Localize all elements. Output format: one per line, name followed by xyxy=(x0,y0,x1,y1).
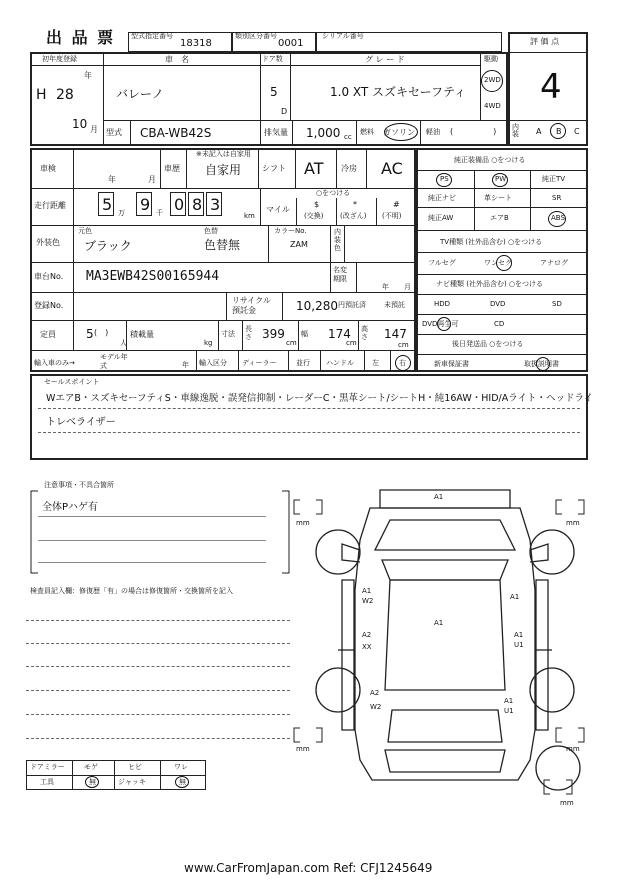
mileage-label: 走行距離 xyxy=(34,201,66,210)
month-unit: 月 xyxy=(90,125,98,134)
interior-grade-b: B xyxy=(556,127,562,136)
category-label: 類別区分番号 xyxy=(235,32,277,40)
acc-door-mirror: ドアミラー xyxy=(30,763,65,771)
equip-abs: ABS xyxy=(551,214,565,222)
length-unit: cm xyxy=(286,339,297,347)
fuel-label: 燃料 xyxy=(360,128,374,136)
name-change-label: 名変期限 xyxy=(333,266,347,283)
interior-grade-label: 内装 xyxy=(512,123,519,138)
tv-analog: アナログ xyxy=(540,259,568,267)
chassis-label: 車台No. xyxy=(34,272,64,281)
mileage-sen-unit: 千 xyxy=(156,209,163,217)
tv-oneseg-circle xyxy=(496,255,512,271)
ac-label: 冷房 xyxy=(341,164,357,173)
doors-value: 5 xyxy=(270,85,278,99)
equip-aw: 純正AW xyxy=(428,214,454,222)
notes-text: 全体Pハゲ有 xyxy=(42,502,99,513)
damage-mark-right-fender: A1 xyxy=(510,593,520,601)
equip-tv: 純正TV xyxy=(542,175,566,183)
grade-value: 1.0 XT スズキセーフティ xyxy=(330,85,467,99)
length-value: 399 xyxy=(262,327,285,341)
meter-tampered-label: (改ざん) xyxy=(340,212,367,220)
navi-dvd: DVD xyxy=(490,300,506,308)
interior-grade-circle xyxy=(550,123,566,139)
inspector-label: 検査員記入欄：修復歴「有」の場合は修復箇所・交換箇所を記入 xyxy=(30,587,233,595)
capacity-brackets: ( ) xyxy=(94,328,109,337)
meter-tampered-mark: * xyxy=(353,200,357,209)
use-value: 自家用 xyxy=(205,163,242,177)
damage-mark-right-door-2: U1 xyxy=(514,641,524,649)
tire-mm-front-left: mm xyxy=(296,519,310,527)
meter-exchange-label: (交換) xyxy=(304,212,324,220)
displacement-value: 1,000 xyxy=(306,126,341,140)
type-designation-label: 型式指定番号 xyxy=(131,32,173,40)
damage-mark-right-door: A1 xyxy=(514,631,524,639)
equip-ps-circle xyxy=(436,173,452,187)
handle-right: 右 xyxy=(399,359,406,367)
score-value: 4 xyxy=(540,67,562,107)
shift-value: AT xyxy=(304,159,324,178)
width-value: 174 xyxy=(328,327,351,341)
year-value: 28 xyxy=(56,87,74,103)
equip-airbag: エアB xyxy=(490,214,509,222)
damage-mark-front-bumper: A1 xyxy=(434,493,444,501)
damage-mark-left-fender: A1 xyxy=(362,587,372,595)
height-label: 高さ xyxy=(361,325,368,341)
month-value: 10 xyxy=(72,117,88,131)
acc-crack: ヒビ xyxy=(128,763,142,771)
load-unit: kg xyxy=(204,339,213,347)
height-value: 147 xyxy=(384,327,407,341)
handle-left: 左 xyxy=(372,359,379,367)
length-label: 長さ xyxy=(245,325,252,341)
equip-abs-circle xyxy=(548,211,566,227)
recycle-unit: 円預託済 xyxy=(338,301,366,309)
width-unit: cm xyxy=(346,339,357,347)
recycle-value: 10,280 xyxy=(296,299,338,313)
damage-mark-right-quarter: A1 xyxy=(504,697,514,705)
color-code-value: ZAM xyxy=(290,240,308,249)
tire-mm-rear-left: mm xyxy=(296,745,310,753)
doors-suffix: D xyxy=(281,107,288,116)
recycle-label: リサイクル預託金 xyxy=(232,296,271,315)
light-oil-brackets: ( ) xyxy=(450,127,497,136)
registration-label: 登録No. xyxy=(34,301,64,310)
mileage-digit-2: 9 xyxy=(140,195,151,214)
damage-mark-right-quarter-2: U1 xyxy=(504,707,514,715)
chassis-value: MA3EWB42S00165944 xyxy=(86,269,220,284)
meter-unknown-mark: # xyxy=(393,200,400,209)
damage-mark-left-fender-2: W2 xyxy=(362,597,374,605)
height-unit: cm xyxy=(398,341,409,349)
use-note: ※未記入は自家用 xyxy=(196,150,251,158)
capacity-value: 5 xyxy=(86,327,94,341)
tire-mm-front-right: mm xyxy=(566,519,580,527)
acc-tools: 工具 xyxy=(40,778,54,786)
shaken-month-unit: 月 xyxy=(148,175,156,184)
drive-4wd: 4WD xyxy=(484,102,501,110)
sales-points-label: セールスポイント xyxy=(44,378,100,386)
equip-pw: PW xyxy=(495,175,507,183)
damage-mark-left-quarter: A2 xyxy=(370,689,380,697)
drive-2wd: 2WD xyxy=(484,76,501,84)
shaken-label: 車検 xyxy=(40,164,56,173)
first-reg-label: 初年度登録 xyxy=(42,55,77,63)
name-change-month-unit: 月 xyxy=(404,283,411,291)
capacity-unit: 人 xyxy=(120,339,127,347)
orig-color-label: 元色 xyxy=(78,227,92,235)
notes-label: 注意事項・不具合箇所 xyxy=(44,481,114,489)
width-label: 幅 xyxy=(301,330,308,338)
doors-label: ドア数 xyxy=(262,55,283,63)
type-designation-value: 18318 xyxy=(180,38,212,49)
doc-warranty: 新車保証書 xyxy=(434,360,469,368)
displacement-label: 排気量 xyxy=(264,128,288,137)
equip-ps: PS xyxy=(440,175,449,183)
model-value: CBA-WB42S xyxy=(140,126,212,140)
meter-circle-note: ○をつける xyxy=(316,189,351,197)
shift-label: シフト xyxy=(262,164,286,173)
car-name-value: バレーノ xyxy=(116,87,164,101)
name-change-year-unit: 年 xyxy=(382,283,389,291)
model-label: 型式 xyxy=(106,128,122,137)
color-code-label: カラーNo. xyxy=(274,227,307,235)
ac-value: AC xyxy=(381,159,403,178)
shaken-year-unit: 年 xyxy=(108,175,116,184)
dealer-option: ディーラー xyxy=(242,359,277,367)
navi-type-title: ナビ種類 (社外品含む) ○をつける xyxy=(436,280,544,288)
handle-right-circle xyxy=(395,355,411,371)
model-year-label: モデル年式 xyxy=(100,353,128,370)
sales-points-line-2: トレベライザー xyxy=(46,417,116,428)
equipment-title: 純正装備品 ○をつける xyxy=(454,156,526,164)
color-change-value: 色替無 xyxy=(204,238,241,252)
equip-navi: 純正ナビ xyxy=(428,194,456,202)
acc-jack: ジャッキ xyxy=(118,778,146,786)
handle-label: ハンドル xyxy=(326,359,354,367)
import-type-label: 輸入区分 xyxy=(199,359,227,367)
tv-fullseg: フルセグ xyxy=(428,259,456,267)
damage-mark-left-door-2: XX xyxy=(362,643,372,651)
year-unit: 年 xyxy=(84,71,92,80)
fuel-circle xyxy=(384,123,418,141)
mile-label: マイル xyxy=(266,205,290,214)
damage-mark-left-quarter-2: W2 xyxy=(370,703,382,711)
doc-manual: 取扱説明書 xyxy=(524,360,559,368)
parallel-option: 並行 xyxy=(296,359,310,367)
exterior-color-value: ブラック xyxy=(84,239,132,253)
equip-sr: SR xyxy=(552,194,562,202)
navi-dvd-play: DVD再生可 xyxy=(422,320,459,328)
category-value: 0001 xyxy=(278,38,304,49)
score-label: 評 価 点 xyxy=(530,37,560,46)
tire-mm-rear-right: mm xyxy=(566,745,580,753)
interior-color-label: 内装色 xyxy=(334,228,341,252)
car-name-label: 車 名 xyxy=(165,55,189,64)
car-diagram xyxy=(290,480,600,810)
interior-grade-a: A xyxy=(536,127,542,136)
acc-break: ワレ xyxy=(174,763,188,771)
acc-jack-status: 無 xyxy=(179,778,186,786)
acc-mirror-status: モゲ xyxy=(84,763,98,771)
sheet-title: 出 品 票 xyxy=(46,28,116,47)
drive-label: 駆動 xyxy=(484,55,498,63)
equip-leather: 革シート xyxy=(484,194,512,202)
fuel-value: ガソリン xyxy=(383,128,415,137)
drive-2wd-circle xyxy=(481,70,503,92)
mileage-digit-3: 0 xyxy=(174,195,185,214)
mileage-man-unit: 万 xyxy=(118,209,125,217)
damage-mark-roof: A1 xyxy=(434,619,444,627)
footer-reference: www.CarFromJapan.com Ref: CFJ1245649 xyxy=(184,861,433,875)
mileage-km-unit: km xyxy=(244,212,255,220)
doc-manual-circle xyxy=(536,357,550,371)
meter-unknown-label: (不明) xyxy=(382,212,402,220)
use-label: 車歴 xyxy=(164,164,180,173)
equip-pw-circle xyxy=(492,173,508,187)
exterior-color-label: 外装色 xyxy=(36,238,60,247)
docs-title: 後日発送品 ○をつける xyxy=(452,340,524,348)
navi-sd: SD xyxy=(552,300,562,308)
mileage-digit-5: 3 xyxy=(210,195,221,214)
era-value: H xyxy=(36,87,47,103)
acc-tools-status: 無 xyxy=(89,778,96,786)
interior-grade-c: C xyxy=(574,127,580,136)
import-label: 輸入車のみ→ xyxy=(34,359,75,367)
recycle-unpaid: 未預託 xyxy=(384,301,405,309)
capacity-label: 定員 xyxy=(40,330,56,339)
serial-label: シリアル番号 xyxy=(322,32,364,40)
tv-type-title: TV種類 (社外品含む) ○をつける xyxy=(440,238,543,246)
navi-dvd-play-circle xyxy=(437,317,451,331)
navi-hdd: HDD xyxy=(434,300,451,308)
dims-label: 寸法 xyxy=(221,330,235,338)
navi-cd: CD xyxy=(494,320,505,328)
model-year-unit: 年 xyxy=(182,361,189,369)
color-change-label: 色替 xyxy=(204,227,218,235)
acc-jack-circle xyxy=(175,776,189,788)
mileage-digit-4: 8 xyxy=(192,195,203,214)
load-label: 積載量 xyxy=(130,330,154,339)
damage-mark-left-door: A2 xyxy=(362,631,372,639)
mileage-digit-1: 5 xyxy=(102,195,113,214)
light-oil-label: 軽油 xyxy=(426,128,440,136)
tv-oneseg: ワンセグ xyxy=(484,259,512,267)
tire-mm-spare: mm xyxy=(560,799,574,807)
acc-tools-circle xyxy=(85,776,99,788)
sales-points-line-1: WエアB・スズキセーフティS・車線逸脱・誤発信抑制・レーダーC・黒革シート/シートH・純16AW・HID/Aライト・ヘッドライ xyxy=(46,393,594,404)
meter-exchange-mark: $ xyxy=(314,200,320,209)
grade-label: グ レ ー ド xyxy=(365,55,405,64)
displacement-unit: cc xyxy=(344,133,352,141)
